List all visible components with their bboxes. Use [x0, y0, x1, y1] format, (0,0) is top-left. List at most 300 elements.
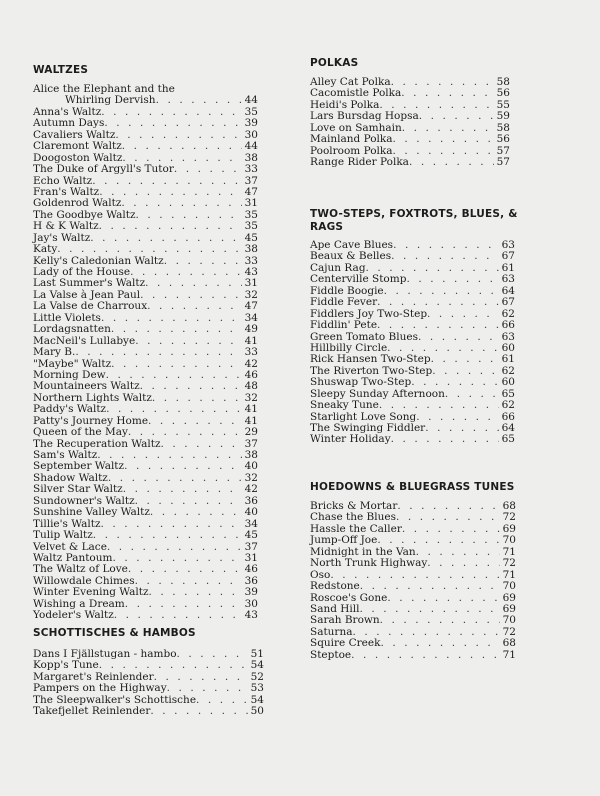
toc-entry-page: 61: [501, 353, 515, 366]
toc-leader-dots: [106, 404, 242, 415]
toc-entry-title: Oso: [310, 568, 331, 581]
toc-entry-title: Jump-Off Joe: [310, 534, 378, 547]
toc-entry-page: 70: [502, 580, 516, 593]
toc-entry-title: Winter Holiday: [310, 433, 391, 446]
toc-entry-title: Sundowner's Waltz: [33, 494, 135, 507]
toc-entry-page: 60: [501, 341, 515, 354]
toc-entry-page: 72: [502, 557, 516, 570]
toc-entry-page: 33: [244, 346, 258, 359]
toc-entry-page: 43: [244, 266, 258, 278]
toc-entry-page: 67: [501, 250, 515, 263]
toc-leader-dots: [101, 313, 242, 324]
toc-entry-page: 69: [502, 591, 516, 604]
toc-entry-title: Echo Waltz: [33, 174, 93, 187]
toc-entry-page: 39: [244, 117, 258, 130]
toc-leader-dots: [156, 95, 242, 106]
toc-entry-title: Paddy's Waltz: [33, 403, 107, 416]
toc-entry-page: 56: [496, 87, 510, 100]
toc-leader-dots: [125, 599, 242, 610]
toc-entry-title: The Sleepwalker's Schottische: [33, 693, 197, 706]
toc-entry-title: The Goodbye Waltz: [33, 208, 136, 221]
polkas-heading: POLKAS: [310, 57, 359, 69]
toc-entry-title: The Swinging Fiddler: [310, 422, 426, 434]
toc-entry-title: Love on Samhain: [310, 121, 402, 134]
toc-entry-page: 71: [502, 648, 516, 661]
toc-entry-title: Lars Bursdag Hopsa: [310, 110, 419, 123]
toc-entry: [33, 610, 258, 621]
toc-entry-page: 62: [501, 399, 515, 412]
toc-entry-page: 31: [244, 277, 258, 290]
toc-leader-dots: [379, 400, 499, 411]
toc-leader-dots: [387, 593, 499, 604]
toc-entry-title: Shuswap Two-Step: [310, 376, 412, 389]
toc-entry-page: 46: [244, 563, 258, 576]
toc-leader-dots: [111, 324, 242, 335]
toc-entry-page: 63: [501, 330, 515, 343]
toc-entry-page: 31: [244, 551, 258, 564]
toc-entry-title: Mainland Polka: [310, 133, 393, 146]
toc-leader-dots: [149, 587, 242, 598]
toc-entry-title: Autumn Days: [33, 117, 105, 130]
toc-entry: [310, 134, 510, 145]
toc-leader-dots: [99, 221, 242, 232]
toc-entry: [33, 706, 264, 717]
toc-entry-title: Katy: [33, 243, 58, 256]
schottisches-heading: SCHOTTISCHES & HAMBOS: [33, 627, 196, 639]
toc-entry-page: 34: [244, 311, 258, 324]
toc-leader-dots: [418, 332, 499, 343]
toc-entry-page: 35: [244, 208, 258, 221]
toc-entry-title: Lady of the House: [33, 266, 131, 278]
toc-entry-title: Fiddle Boogie: [310, 284, 384, 297]
toc-entry: [33, 164, 258, 175]
toc-leader-dots: [445, 389, 499, 400]
toc-entry-title: Willowdale Chimes: [33, 574, 135, 587]
toc-leader-dots: [92, 176, 241, 187]
toc-entry: [33, 530, 258, 541]
toc-entry: [310, 558, 516, 569]
toc-leader-dots: [140, 381, 242, 392]
toc-entry-title: Alley Cat Polka: [310, 76, 391, 88]
toc-entry-title: Beaux & Belles: [310, 250, 392, 263]
toc-entry-title: La Valse de Charroux: [33, 300, 148, 313]
toc-entry-page: 63: [501, 273, 515, 286]
toc-leader-dots: [101, 107, 241, 118]
toc-entry-title: Mountaineers Waltz: [33, 380, 140, 393]
toc-entry-title: Doogoston Waltz: [33, 151, 123, 164]
toc-leader-dots: [416, 412, 498, 423]
toc-leader-dots: [112, 553, 241, 564]
toc-entry-page: 32: [244, 471, 258, 484]
toc-leader-dots: [152, 393, 242, 404]
toc-leader-dots: [115, 130, 241, 141]
toc-entry-title: Mary B.: [33, 346, 76, 359]
toc-entry-title: Range Rider Polka: [310, 156, 409, 169]
toc-leader-dots: [107, 542, 242, 553]
toc-leader-dots: [397, 501, 499, 512]
toc-entry: [33, 347, 258, 358]
toc-entry-page: 62: [501, 307, 515, 320]
toc-entry-title: Takefjellet Reinlender: [33, 705, 151, 718]
toc-leader-dots: [431, 354, 499, 365]
toc-leader-dots: [402, 123, 494, 134]
toc-leader-dots: [147, 301, 242, 312]
toc-entry-page: 54: [250, 693, 264, 706]
toc-entry-page: 58: [496, 76, 510, 88]
toc-entry: [310, 400, 515, 411]
toc-entry-page: 65: [501, 433, 515, 446]
toc-entry-page: 70: [502, 534, 516, 547]
toc-entry-page: 50: [250, 705, 264, 718]
toc-leader-dots: [150, 507, 242, 518]
toc-leader-dots: [135, 496, 242, 507]
toc-entry-page: 38: [244, 243, 258, 256]
toc-leader-dots: [122, 141, 242, 152]
toc-leader-dots: [90, 233, 241, 244]
toc-entry-page: 72: [502, 511, 516, 524]
toc-entry-title: Tulip Waltz: [33, 529, 93, 542]
toc-entry-page: 52: [250, 670, 264, 683]
toc-leader-dots: [174, 164, 242, 175]
toc-entry-page: 56: [496, 133, 510, 146]
toc-leader-dots: [164, 256, 242, 267]
toc-entry-title: The Duke of Argyll's Tutor: [33, 163, 174, 176]
toc-leader-dots: [402, 524, 500, 535]
twosteps-heading: [310, 208, 518, 234]
toc-entry-title: Poolroom Polka: [310, 144, 393, 157]
hoedowns-heading: HOEDOWNS & BLUEGRASS TUNES: [310, 481, 515, 493]
toc-leader-dots: [148, 416, 242, 427]
toc-entry-page: 38: [244, 151, 258, 164]
toc-leader-dots: [93, 530, 242, 541]
toc-leader-dots: [104, 118, 241, 129]
toc-entry-page: 33: [244, 163, 258, 176]
toc-leader-dots: [196, 695, 248, 706]
toc-leader-dots: [101, 519, 242, 530]
toc-leader-dots: [161, 439, 242, 450]
toc-leader-dots: [121, 198, 241, 209]
toc-entry-page: 66: [501, 319, 515, 332]
toc-entry: [310, 638, 516, 649]
toc-leader-dots: [393, 240, 499, 251]
toc-leader-dots: [416, 547, 500, 558]
toc-entry-page: 41: [244, 414, 258, 427]
toc-entry-page: 35: [244, 220, 258, 233]
hoedowns-list: [310, 501, 516, 661]
toc-entry-title: Last Summer's Waltz: [33, 277, 146, 290]
toc-entry-page: 37: [244, 174, 258, 187]
toc-entry-title: Sneaky Tune: [310, 399, 379, 412]
toc-entry-page: 36: [244, 574, 258, 587]
toc-leader-dots: [380, 615, 500, 626]
toc-entry-title: Saturna: [310, 625, 353, 638]
toc-entry-page: 39: [244, 586, 258, 599]
toc-entry-title: H & K Waltz: [33, 220, 99, 233]
toc-entry-title: Alice the Elephant and the: [33, 83, 175, 95]
toc-entry-page: 72: [502, 625, 516, 638]
toc-entry-title: Sunshine Valley Waltz: [33, 506, 150, 519]
toc-entry-title: Kelly's Caledonian Waltz: [33, 254, 164, 267]
toc-entry-title: Sam's Waltz: [33, 449, 98, 461]
toc-entry-page: 46: [244, 368, 258, 381]
toc-entry-title: The Riverton Two-Step: [310, 364, 433, 377]
toc-entry-title: Anna's Waltz: [33, 105, 102, 118]
toc-entry-title: Redstone: [310, 580, 360, 593]
toc-entry-page: 48: [244, 380, 258, 393]
toc-entry-title: The Recuperation Waltz: [33, 437, 161, 450]
toc-entry-page: 43: [244, 609, 258, 622]
toc-entry-title: Dans I Fjällstugan - hambo: [33, 648, 177, 660]
toc-entry-page: 62: [501, 364, 515, 377]
toc-leader-dots: [427, 309, 499, 320]
toc-leader-dots: [108, 473, 242, 484]
toc-entry-page: 64: [501, 284, 515, 297]
toc-leader-dots: [396, 512, 500, 523]
toc-leader-dots: [380, 638, 499, 649]
twosteps-heading-line2: RAGS: [310, 221, 344, 233]
toc-entry-title: North Trunk Highway: [310, 557, 428, 570]
toc-entry-title: Green Tomato Blues: [310, 330, 418, 343]
toc-entry-title: Heidi's Polka: [310, 98, 380, 111]
toc-entry-title: Margaret's Reinlender: [33, 670, 154, 683]
toc-entry-page: 65: [501, 387, 515, 400]
toc-entry: [33, 221, 258, 232]
toc-entry-title: Little Violets: [33, 311, 101, 324]
toc-entry-page: 68: [502, 500, 516, 512]
toc-entry-page: 53: [250, 682, 264, 695]
toc-leader-dots: [419, 111, 494, 122]
toc-entry-title: Goldenrod Waltz: [33, 197, 122, 210]
toc-entry-page: 42: [244, 483, 258, 496]
toc-entry-title: Roscoe's Gone: [310, 591, 388, 604]
toc-entry-title: Fran's Waltz: [33, 185, 100, 198]
toc-leader-dots: [351, 650, 500, 661]
toc-entry-page: 66: [501, 410, 515, 423]
toc-entry-page: 40: [244, 460, 258, 473]
toc-entry-page: 37: [244, 540, 258, 553]
toc-entry-title: Cajun Rag: [310, 261, 366, 274]
toc-entry-title: Sarah Brown: [310, 614, 380, 627]
toc-entry: [310, 377, 515, 388]
toc-entry: [310, 434, 515, 445]
toc-leader-dots: [123, 484, 242, 495]
toc-entry-page: 32: [244, 288, 258, 301]
toc-leader-dots: [377, 297, 499, 308]
toc-leader-dots: [360, 581, 500, 592]
toc-entry-title: Yodeler's Waltz: [33, 609, 114, 622]
toc-entry-title: Rick Hansen Two-Step: [310, 353, 431, 366]
toc-leader-dots: [360, 604, 500, 615]
toc-entry: [33, 233, 258, 244]
schottisches-list: [33, 649, 264, 718]
toc-leader-dots: [135, 336, 241, 347]
toc-entry-page: 47: [244, 300, 258, 313]
polkas-list: [310, 77, 510, 169]
toc-entry-page: 67: [501, 296, 515, 309]
toc-entry-page: 57: [496, 156, 510, 169]
toc-entry-page: 33: [244, 254, 258, 267]
toc-leader-dots: [57, 244, 241, 255]
toc-entry-title: Ape Cave Blues: [310, 239, 394, 251]
toc-entry-page: 41: [244, 334, 258, 347]
toc-entry-title: Fiddlers Joy Two-Step: [310, 307, 428, 320]
waltzes-heading: WALTZES: [33, 64, 89, 76]
toc-entry-page: 47: [244, 185, 258, 198]
toc-entry-title: Chase the Blues: [310, 511, 396, 524]
toc-leader-dots: [391, 251, 498, 262]
toc-entry-page: 54: [250, 659, 264, 672]
toc-entry-page: 57: [496, 144, 510, 157]
toc-leader-dots: [114, 610, 242, 621]
toc-entry: [33, 427, 258, 438]
toc-entry-title: Lordagsnatten: [33, 323, 111, 336]
twosteps-list: [310, 240, 515, 446]
toc-entry: [310, 297, 515, 308]
toc-entry-title: Patty's Journey Home: [33, 414, 149, 427]
toc-entry-page: 29: [244, 426, 258, 439]
toc-leader-dots: [124, 461, 242, 472]
toc-entry: [33, 507, 258, 518]
toc-entry-page: 30: [244, 597, 258, 610]
toc-entry-title: Sleepy Sunday Afternoon: [310, 387, 445, 400]
toc-entry-page: 69: [502, 522, 516, 535]
toc-leader-dots: [145, 278, 241, 289]
toc-leader-dots: [391, 434, 499, 445]
toc-entry-title: Steptoe: [310, 648, 352, 661]
toc-entry: [310, 581, 516, 592]
toc-entry-title: La Valse à Jean Paul: [33, 288, 141, 301]
twosteps-heading-line1: TWO-STEPS, FOXTROTS, BLUES, &: [310, 208, 518, 220]
toc-entry: [33, 404, 258, 415]
toc-entry-title: Morning Dew: [33, 368, 106, 381]
toc-entry-title: Pampers on the Highway: [33, 682, 167, 695]
toc-entry-page: 38: [244, 449, 258, 461]
toc-leader-dots: [150, 706, 247, 717]
toc-leader-dots: [128, 427, 242, 438]
toc-entry-page: 36: [244, 494, 258, 507]
waltzes-list: [33, 84, 258, 622]
toc-entry-title: Starlight Love Song: [310, 410, 417, 423]
toc-entry: [33, 244, 258, 255]
toc-entry-page: 64: [501, 422, 515, 434]
toc-entry-page: 45: [244, 231, 258, 244]
toc-entry-page: 55: [496, 98, 510, 111]
toc-entry-title: Winter Evening Waltz: [33, 586, 149, 599]
toc-entry: [33, 324, 258, 335]
toc-entry-page: 61: [501, 261, 515, 274]
toc-entry-title: Waltz Pantoum: [33, 551, 113, 564]
toc-entry-page: 37: [244, 437, 258, 450]
toc-entry-page: 68: [502, 637, 516, 650]
toc-leader-dots: [427, 558, 499, 569]
toc-leader-dots: [401, 88, 493, 99]
toc-leader-dots: [135, 576, 242, 587]
toc-leader-dots: [384, 286, 499, 297]
toc-entry-title: Velvet & Lace: [33, 540, 107, 553]
toc-entry-page: 71: [502, 545, 516, 558]
toc-entry-title: Squire Creek: [310, 637, 381, 650]
toc-leader-dots: [411, 377, 498, 388]
toc-entry-page: 71: [502, 568, 516, 581]
toc-entry-page: 35: [244, 105, 258, 118]
toc-entry-title: Shadow Waltz: [33, 471, 108, 484]
toc-entry-title: Fiddlin' Pete: [310, 319, 378, 332]
toc-entry-title: Fiddle Fever: [310, 296, 378, 309]
toc-leader-dots: [140, 290, 242, 301]
toc-entry-page: 51: [250, 648, 264, 660]
toc-entry-title: Wishing a Dream: [33, 597, 125, 610]
toc-leader-dots: [406, 274, 498, 285]
toc-leader-dots: [111, 359, 242, 370]
toc-entry-page: 49: [244, 323, 258, 336]
toc-leader-dots: [425, 423, 498, 434]
toc-entry-title: Tillie's Waltz: [33, 517, 101, 530]
toc-entry-page: 70: [502, 614, 516, 627]
toc-entry-title: Hillbilly Circle: [310, 341, 388, 354]
toc-entry-title: Cavaliers Waltz: [33, 128, 116, 141]
toc-entry: [310, 650, 516, 661]
toc-entry-page: 45: [244, 529, 258, 542]
toc-entry-title: Cacomistle Polka: [310, 87, 402, 100]
toc-leader-dots: [391, 77, 494, 88]
toc-entry-title: Sand Hill: [310, 602, 360, 615]
toc-entry-title: Kopp's Tune: [33, 659, 99, 672]
toc-entry-page: 63: [501, 239, 515, 251]
toc-entry-page: 41: [244, 403, 258, 416]
toc-entry: [33, 587, 258, 598]
toc-entry-title: Centerville Stomp: [310, 273, 407, 286]
toc-entry-page: 69: [502, 602, 516, 615]
toc-leader-dots: [154, 672, 248, 683]
toc-entry-page: 31: [244, 197, 258, 210]
toc-entry-page: 58: [496, 121, 510, 134]
toc-entry-title: Jay's Waltz: [33, 231, 91, 244]
toc-entry-page: 30: [244, 128, 258, 141]
toc-entry-page: 60: [501, 376, 515, 389]
toc-leader-dots: [432, 366, 498, 377]
toc-entry-page: 44: [244, 140, 258, 153]
toc-leader-dots: [75, 347, 241, 358]
toc-entry-title: Whirling Dervish: [65, 94, 156, 107]
toc-entry-title: Hassle the Caller: [310, 522, 402, 535]
toc-entry-page: 34: [244, 517, 258, 530]
toc-entry-page: 59: [496, 110, 510, 123]
toc-leader-dots: [136, 210, 242, 221]
toc-leader-dots: [128, 564, 242, 575]
toc-entry: [310, 320, 515, 331]
toc-entry-page: 42: [244, 357, 258, 370]
toc-entry-title: Midnight in the Van: [310, 545, 416, 558]
toc-entry-title: Claremont Waltz: [33, 140, 122, 153]
toc-leader-dots: [377, 320, 499, 331]
toc-entry-title: Bricks & Mortar: [310, 500, 398, 512]
toc-entry-title: The Waltz of Love: [33, 563, 128, 576]
toc-leader-dots: [393, 134, 494, 145]
toc-entry-page: 44: [244, 94, 258, 107]
toc-entry-title: Northern Lights Waltz: [33, 391, 152, 404]
toc-entry-page: 40: [244, 506, 258, 519]
toc-entry-title: MacNeil's Lullabye: [33, 334, 136, 347]
toc-entry-title: Queen of the May: [33, 426, 128, 439]
toc-entry: [310, 157, 510, 168]
toc-leader-dots: [177, 649, 248, 660]
toc-entry: [33, 141, 258, 152]
toc-entry-page: 32: [244, 391, 258, 404]
toc-entry-title: September Waltz: [33, 460, 125, 473]
toc-entry-title: "Maybe" Waltz: [33, 357, 112, 370]
toc-leader-dots: [130, 267, 241, 278]
toc-leader-dots: [409, 157, 494, 168]
